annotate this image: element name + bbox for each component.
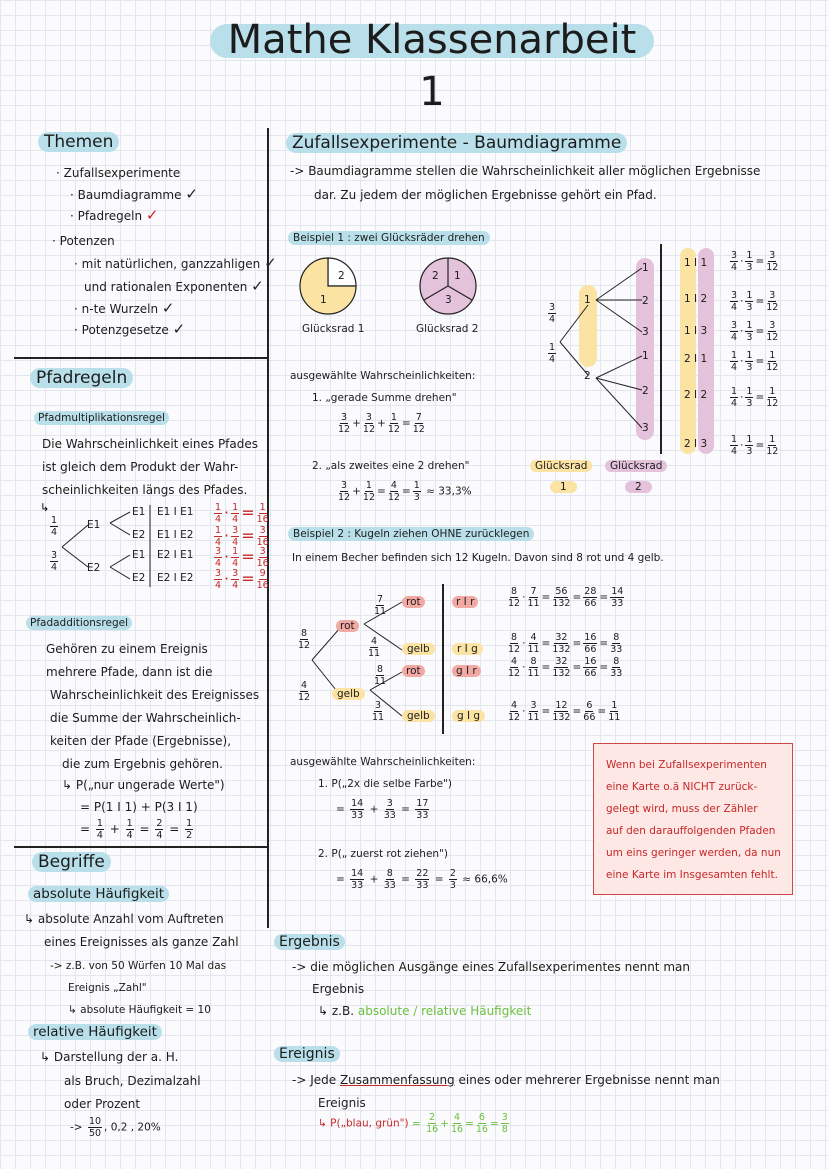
note-line: auf den darauffolgenden Pfaden (606, 825, 776, 837)
wheel-number: 2 (338, 270, 345, 282)
bsp2-title: Beispiel 2 : Kugeln ziehen OHNE zurücklegen (288, 527, 534, 541)
mult-title: Pfadmultiplikationsregel (34, 411, 169, 425)
result-2: r I r (452, 596, 478, 608)
themen-item: · n-te Wurzeln ✓ (74, 299, 175, 317)
add-text: mehrere Pfade, dann ist die (46, 665, 213, 679)
note-line: um eins geringer werden, da nun (606, 847, 781, 859)
result-2: g I g (452, 710, 485, 722)
selected-item: 1. „gerade Summe drehen" (312, 392, 457, 404)
add-example: ↳ P(„nur ungerade Werte") (62, 778, 225, 792)
note-line: eine Karte o.ä NICHT zurück- (606, 781, 758, 793)
approx-2: ≈ 66,6% (462, 873, 508, 886)
note-line: eine Karte im Insgesamten fehlt. (606, 869, 778, 881)
tree-1 (560, 260, 650, 440)
tree1-node: 2 (584, 370, 591, 382)
result-1: 1 I 1 (684, 257, 708, 269)
tree1-divider (660, 244, 662, 454)
selected2-title: ausgewählte Wahrscheinlichkeiten: (290, 756, 476, 768)
tree1-leaf: 3 (642, 326, 649, 338)
result-2: g I r (452, 665, 481, 677)
tree2-node: gelb (332, 688, 365, 700)
main-heading: Zufallsexperimente - Baumdiagramme (286, 133, 627, 153)
mult-text: Die Wahrscheinlichkeit eines Pfades (42, 437, 259, 451)
add-text: Wahrscheinlichkeit des Ereignisses (50, 688, 260, 702)
result-1: 2 I 2 (684, 389, 708, 401)
tree2-divider (442, 584, 444, 734)
themen-item: · Pfadregeln ✓ (70, 206, 159, 224)
ereignis-text: Ereignis (318, 1096, 366, 1110)
tree2-node: rot (336, 620, 359, 632)
tree2-leaf: gelb (402, 643, 435, 655)
wheel-number: 2 (432, 270, 439, 282)
selected2-item: 2. P(„ zuerst rot ziehen") (318, 848, 448, 860)
ergebnis-example-prefix: ↳ z.B. (318, 1004, 355, 1018)
result-2: r I g (452, 643, 483, 655)
selected2-item: 1. P(„2x die selbe Farbe") (318, 778, 453, 790)
approx-1: ≈ 33,3% (426, 485, 472, 498)
tree-label: E1 (132, 506, 146, 518)
themen-item: · Zufallsexperimente (56, 166, 181, 180)
wheel-number: 1 (320, 294, 327, 306)
legend-1: Glücksrad (530, 460, 592, 472)
abs-text: ↳ absolute Anzahl vom Auftreten (24, 912, 224, 926)
add-text: Gehören zu einem Ereignis (46, 642, 208, 656)
ereignis-heading: Ereignis (274, 1046, 340, 1062)
tree1-leaf: 3 (642, 422, 649, 434)
tree-result: E2 I E1 (157, 549, 194, 561)
ergebnis-example: absolute / relative Häufigkeit (357, 1004, 532, 1018)
abs-title: absolute Häufigkeit (28, 886, 169, 902)
selected-item: 2. „als zweites eine 2 drehen" (312, 460, 470, 472)
result-1: 1 I 2 (684, 293, 708, 305)
wheel-1 (300, 258, 380, 318)
themen-item: und rationalen Exponenten ✓ (84, 277, 264, 295)
themen-item: · Potenzen (52, 234, 115, 248)
themen-item: · Baumdiagramme ✓ (70, 185, 198, 203)
tree-result: E1 I E2 (157, 529, 194, 541)
themen-item: · Potenzgesetze ✓ (74, 320, 186, 338)
rel-text: als Bruch, Dezimalzahl (64, 1074, 201, 1088)
mult-text: ist gleich dem Produkt der Wahr- (42, 460, 239, 474)
ergebnis-text: -> die möglichen Ausgänge eines Zufallsexperimentes nennt man (292, 960, 690, 974)
themen-heading: Themen (38, 132, 119, 152)
themen-item: · mit natürlichen, ganzzahligen ✓ (74, 254, 277, 272)
add-text: die Summe der Wahrscheinlich- (50, 711, 241, 725)
tree1-leaf: 2 (642, 295, 649, 307)
selected-title: ausgewählte Wahrscheinlichkeiten: (290, 370, 476, 382)
result-1: 2 I 1 (684, 353, 708, 365)
tree1-leaf: 1 (642, 262, 649, 274)
wheel-1-label: Glücksrad 1 (302, 323, 365, 335)
tree-label: E2 (87, 562, 101, 574)
rel-text: ↳ Darstellung der a. H. (40, 1050, 179, 1064)
add-title: Pfadadditionsregel (26, 616, 132, 630)
tree-label: E2 (132, 572, 146, 584)
note-line: Wenn bei Zufallsexperimenten (606, 759, 767, 771)
add-text: die zum Ergebnis gehören. (62, 757, 223, 771)
tree-result: E1 I E1 (157, 506, 194, 518)
ergebnis-heading: Ergebnis (274, 934, 345, 950)
tree-label: E1 (132, 549, 146, 561)
results-purple (698, 248, 714, 454)
bsp1-title: Beispiel 1 : zwei Glücksräder drehen (288, 231, 490, 245)
tree2-leaf: rot (402, 596, 425, 608)
add-text: keiten der Pfade (Ergebnisse), (50, 734, 232, 748)
wheel-2-label: Glücksrad 2 (416, 323, 479, 335)
intro-text: -> Baumdiagramme stellen die Wahrscheinlichkeit aller möglichen Ergebnisse (290, 164, 761, 178)
legend-val-1: 1 (550, 481, 577, 493)
result-1: 2 I 3 (684, 438, 708, 450)
legend-2: Glücksrad (605, 460, 667, 472)
pfadregeln-heading: Pfadregeln (30, 368, 133, 388)
note-box (593, 743, 793, 895)
ereignis-example: ↳ P(„blau, grün") (318, 1117, 409, 1130)
section-divider (14, 846, 267, 848)
bsp2-text: In einem Becher befinden sich 12 Kugeln. Davon sind 8 rot und 4 gelb. (292, 552, 664, 564)
wheel-number: 1 (454, 270, 461, 282)
begriffe-heading: Begriffe (32, 852, 111, 872)
rel-title: relative Häufigkeit (28, 1024, 162, 1040)
wheel-2 (420, 258, 500, 318)
abs-text: Ereignis „Zahl" (68, 982, 147, 994)
intro-text: dar. Zu jedem der möglichen Ergebnisse gehört ein Pfad. (314, 188, 657, 202)
mult-text: scheinlichkeiten längs des Pfades. (42, 483, 248, 497)
rel-text: oder Prozent (64, 1097, 141, 1111)
rel-text: 0,2 , 20% (110, 1121, 161, 1134)
tree1-node: 1 (584, 294, 591, 306)
legend-val-2: 2 (625, 481, 652, 493)
page-title: Mathe Klassenarbeit 1 (227, 17, 637, 115)
tree-result: E2 I E2 (157, 572, 194, 584)
tree-label: E1 (87, 519, 101, 531)
tree-label: E2 (132, 529, 146, 541)
result-1: 1 I 3 (684, 325, 708, 337)
abs-text: -> z.B. von 50 Würfen 10 Mal das (50, 960, 227, 972)
ergebnis-text: Ergebnis (312, 982, 365, 996)
tree2-leaf: gelb (402, 710, 435, 722)
add-example: = P(1 I 1) + P(3 I 1) (80, 800, 198, 814)
tree1-leaf: 2 (642, 385, 649, 397)
tree1-leaf: 1 (642, 350, 649, 362)
section-divider (14, 357, 267, 359)
tree2-leaf: rot (402, 665, 425, 677)
note-line: gelegt wird, muss der Zähler (606, 803, 758, 815)
wheel-number: 3 (445, 294, 452, 306)
svg-text:↳: ↳ (40, 501, 50, 514)
abs-text: eines Ereignisses als ganze Zahl (44, 935, 239, 949)
results-yellow (680, 248, 696, 454)
ereignis-text: -> Jede Zusammenfassung eines oder mehrerer Ergebnisse nennt man (292, 1073, 720, 1087)
abs-text: ↳ absolute Häufigkeit = 10 (68, 1004, 211, 1016)
